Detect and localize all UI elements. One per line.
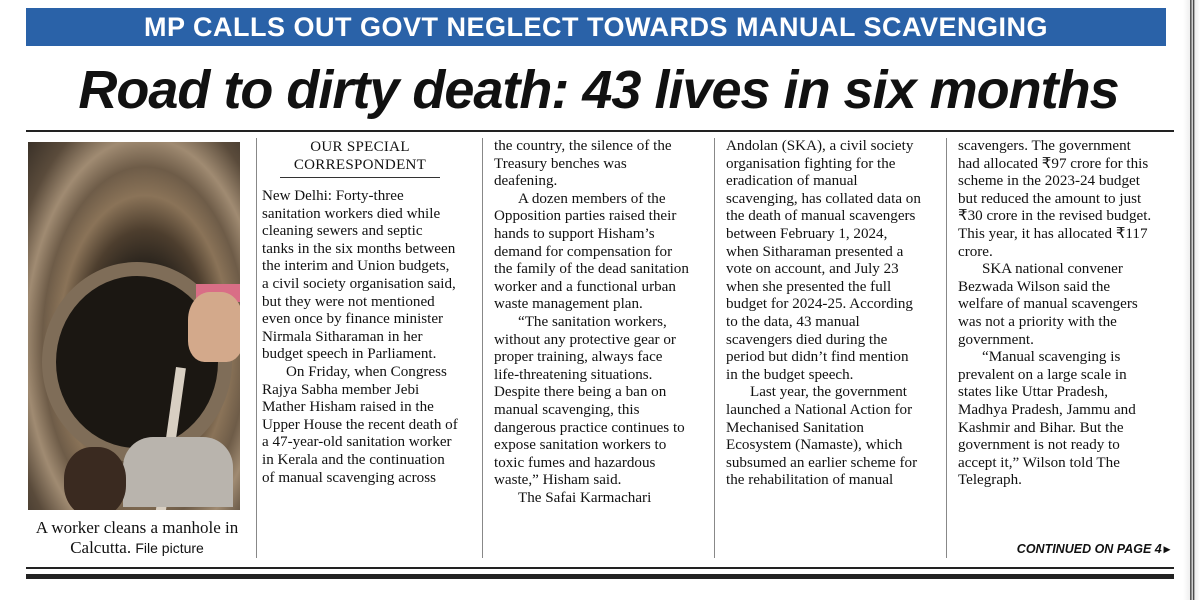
column-divider xyxy=(946,138,947,558)
page-edge xyxy=(1183,0,1200,600)
article-column-3 xyxy=(726,138,922,558)
kicker-banner: MP CALLS OUT GOVT NEGLECT TOWARDS MANUAL SCAVENGING xyxy=(26,8,1166,46)
paragraph: A dozen members of the Opposition parties raised their hands to support Hisham’s demand for compensation for the family of the dead sanitation worker and a functional urban waste management plan. xyxy=(494,190,689,313)
paragraph: Last year, the government launched a National Action for Mechanised Sanitation Ecosystem (Namaste), which subsumed an earlier scheme for the rehabilitation of manual xyxy=(726,384,918,489)
caption-text: A worker cleans a manhole in Calcutta. xyxy=(35,518,239,557)
worker-shirt xyxy=(123,437,233,507)
bottom-rule-thick xyxy=(26,574,1174,579)
paragraph: the country, the silence of the Treasury benches was deafening. xyxy=(494,138,672,190)
worker-head xyxy=(64,447,126,510)
paragraph: scavengers. The government had allocated ₹97 crore for this scheme in the 2023-24 budget but reduced the amount to just ₹30 crore in the revised budget. This year, it has allocated ₹117 crore. xyxy=(958,138,1152,260)
bottom-rule xyxy=(26,567,1174,569)
manhole-worker-photo xyxy=(28,142,240,510)
paragraph: “The sanitation workers, without any protective gear or proper training, always face life-threatening situations. Despite there being a ban on manual scavenging, this dangerous practice continues to expose sanitation workers to toxic fumes and hazardous waste,” Hisham said. xyxy=(494,313,685,489)
column-divider xyxy=(256,138,257,558)
triangle-arrow-icon: ▸ xyxy=(1163,542,1170,556)
column-divider xyxy=(714,138,715,558)
top-rule xyxy=(26,130,1174,132)
paragraph: SKA national convener Bezwada Wilson said the welfare of manual scavengers was not a priority with the government. xyxy=(958,261,1138,348)
continued-jump-link[interactable] xyxy=(990,540,1170,558)
headline: Road to dirty death: 43 lives in six months xyxy=(78,60,1119,120)
byline: OUR SPECIAL CORRESPONDENT xyxy=(280,138,440,178)
paragraph: The Safai Karmachari xyxy=(518,489,652,506)
paragraph: “Manual scavenging is prevalent on a large scale in states like Uttar Pradesh, Madhya Pradesh, Jammu and Kashmir and Bihar. But the government is not ready to accept it,” Wilson told The Telegraph. xyxy=(958,349,1136,489)
hand xyxy=(188,292,240,362)
article-column-1 xyxy=(262,138,458,558)
photo-caption xyxy=(28,518,246,558)
photo-credit: File picture xyxy=(135,540,204,556)
column-divider xyxy=(482,138,483,558)
article-column-4 xyxy=(958,138,1154,518)
paragraph: On Friday, when Congress Rajya Sabha member Jebi Mather Hisham raised in the Upper House the recent death of a 47-year-old sanitation worker in Kerala and the continuation of manual scavenging across xyxy=(262,363,458,486)
continued-label: CONTINUED ON PAGE 4 xyxy=(1016,542,1162,556)
paragraph: New Delhi: Forty-three sanitation workers died while cleaning sewers and septic tanks in the six months between the interim and Union budgets, a civil society organisation said, but they were not mentioned even once by finance minister Nirmala Sitharaman in her budget speech in Parliament. xyxy=(262,188,456,363)
article-column-2 xyxy=(494,138,690,558)
paragraph: Andolan (SKA), a civil society organisation fighting for the eradication of manual scavenging, has collated data on the death of manual scavengers between February 1, 2024, when Sitharaman presented a vote on account, and July 23 when she presented the full budget for 2024-25. According to the data, 43 manual scavengers died during the period but didn’t find mention in the budget speech. xyxy=(726,138,921,383)
